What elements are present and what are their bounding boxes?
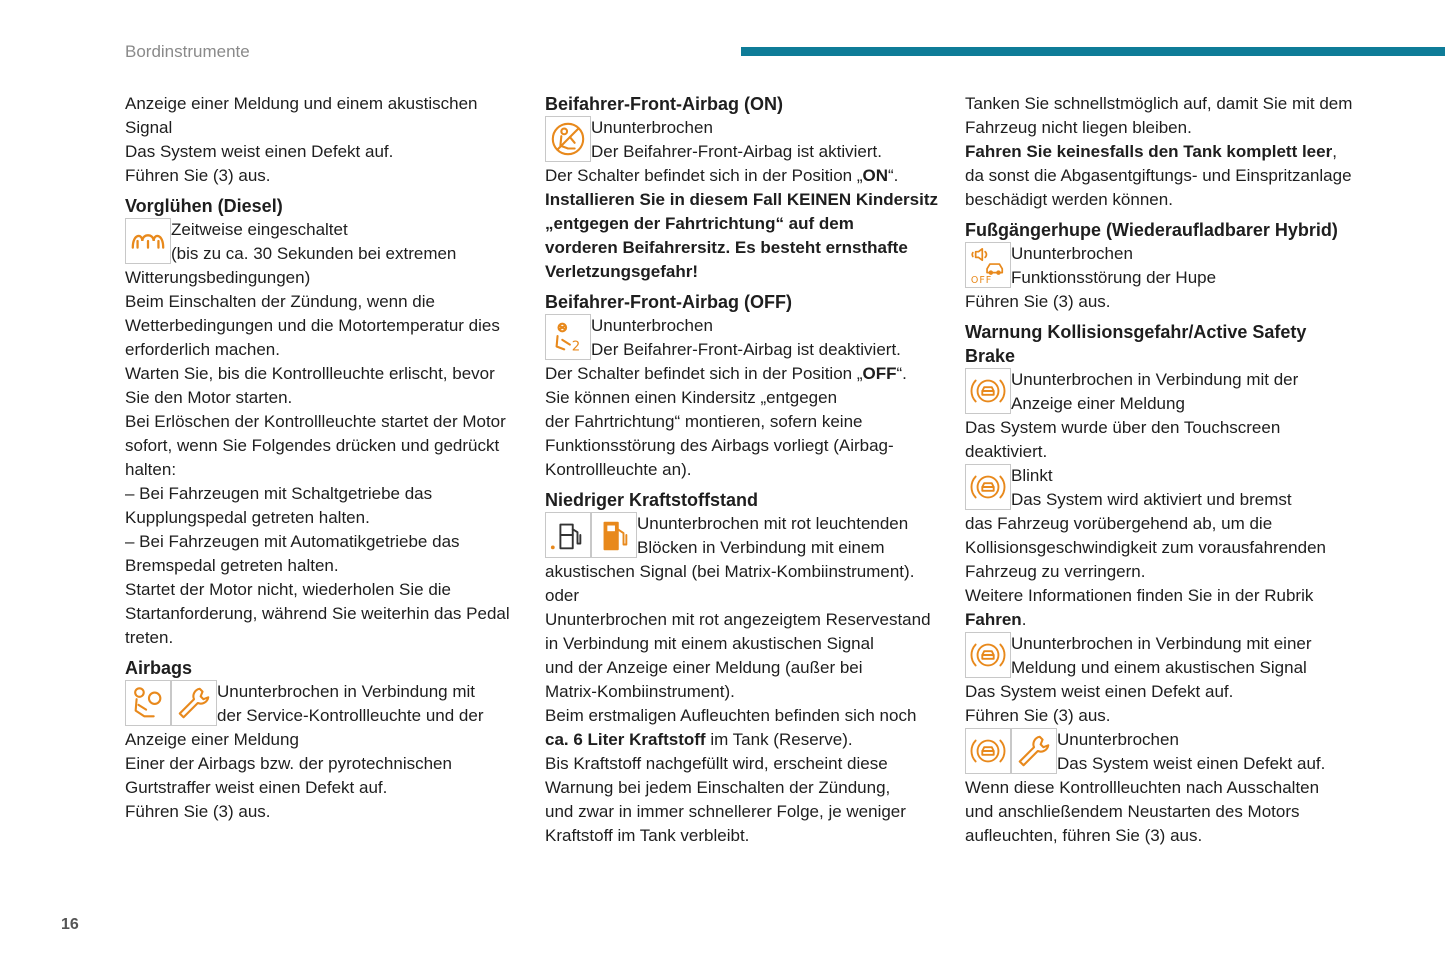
fuel-row — [545, 512, 937, 560]
text-line: in Verbindung mit einem akustischen Signal — [545, 634, 874, 653]
glow-plug-heading: Vorglühen (Diesel) — [125, 196, 283, 216]
text-line: Fahrzeug zu verringern. — [965, 562, 1146, 581]
text-line: Weitere Informationen finden Sie in der Rubrik — [965, 586, 1314, 605]
text-line: Zeitweise eingeschaltet — [171, 220, 348, 239]
warning-line: Verletzungsgefahr! — [545, 262, 699, 281]
text-line: und der Anzeige einer Meldung (außer bei — [545, 658, 863, 677]
text-line: akustischen Signal (bei Matrix-Kombiinstrument). — [545, 562, 915, 581]
text-line: Wetterbedingungen und die Motortemperatur dies — [125, 316, 500, 335]
text-line: Blöcken in Verbindung mit einem — [637, 538, 885, 557]
horn-row — [965, 242, 1355, 290]
text-line: Meldung und einem akustischen Signal — [1011, 658, 1307, 677]
text-line: Kontrollleuchte an). — [545, 460, 692, 479]
text-line: deaktiviert. — [965, 442, 1048, 461]
text-line: der Service-Kontrollleuchte und der — [217, 706, 484, 725]
section-reference: Fahren. — [965, 610, 1027, 629]
text-line: Fahrzeug nicht liegen bleiben. — [965, 118, 1192, 137]
text-line: Anzeige einer Meldung — [125, 730, 299, 749]
collision-row-2 — [965, 464, 1355, 512]
text-line: Startet der Motor nicht, wiederholen Sie die — [125, 580, 452, 599]
text-line: Witterungsbedingungen) — [125, 268, 311, 287]
switch-position-on: Der Schalter befindet sich in der Position „ON“. — [545, 166, 899, 185]
column-1 — [125, 92, 510, 824]
glow-plug-row — [125, 218, 510, 266]
text-line: sofort, wenn Sie Folgendes drücken und gedrückt — [125, 436, 500, 455]
text-line: Führen Sie (3) aus. — [965, 292, 1111, 311]
airbag-off-row — [545, 314, 937, 362]
text-line: da sonst die Abgasentgiftungs- und Einspritzanlage — [965, 166, 1352, 185]
airbag-off-icon — [545, 314, 591, 360]
text-line: treten. — [125, 628, 174, 647]
collision-warning-icon — [965, 632, 1011, 678]
airbag-icon — [125, 680, 171, 726]
text-line: Ununterbrochen in Verbindung mit einer — [1011, 634, 1312, 653]
text-line: Das System weist einen Defekt auf. — [125, 142, 394, 161]
text-line: Kraftstoff im Tank verbleibt. — [545, 826, 750, 845]
text-line: aufleuchten, führen Sie (3) aus. — [965, 826, 1203, 845]
text-line: Der Beifahrer-Front-Airbag ist aktiviert. — [591, 142, 882, 161]
collision-heading: Warnung Kollisionsgefahr/Active Safety — [965, 322, 1307, 342]
fuel-pump-outline-icon — [545, 512, 591, 558]
text-line: Matrix-Kombiinstrument). — [545, 682, 735, 701]
text-line: Ununterbrochen — [1057, 730, 1179, 749]
text-line: – Bei Fahrzeugen mit Automatikgetriebe das — [125, 532, 460, 551]
text-line: der Fahrtrichtung“ montieren, sofern keine — [545, 412, 863, 431]
text-line: Ununterbrochen mit rot angezeigtem Reservestand — [545, 610, 931, 629]
pedestrian-horn-icon — [965, 242, 1011, 288]
airbags-row — [125, 680, 510, 728]
text-line: Ununterbrochen — [1011, 244, 1133, 263]
text-line: Führen Sie (3) aus. — [965, 706, 1111, 725]
text-line: (bis zu ca. 30 Sekunden bei extremen — [171, 244, 457, 263]
text-line: Das System weist einen Defekt auf. — [965, 682, 1234, 701]
text-line: und anschließendem Neustarten des Motors — [965, 802, 1300, 821]
text-line: Sie den Motor starten. — [125, 388, 293, 407]
text-line: Warnung bei jedem Einschalten der Zündung, — [545, 778, 891, 797]
fuel-heading: Niedriger Kraftstoffstand — [545, 490, 759, 510]
collision-warning-icon — [965, 728, 1011, 774]
text-line: Ununterbrochen mit rot leuchtenden — [637, 514, 909, 533]
warning-line: Installieren Sie in diesem Fall KEINEN Kindersitz — [545, 190, 939, 209]
text-line: Warten Sie, bis die Kontrollleuchte erlischt, bevor — [125, 364, 495, 383]
text-line: – Bei Fahrzeugen mit Schaltgetriebe das — [125, 484, 433, 503]
fuel-pump-icon — [591, 512, 637, 558]
text-line: Funktionsstörung der Hupe — [1011, 268, 1217, 287]
text-line: Beim Einschalten der Zündung, wenn die — [125, 292, 435, 311]
warning-line: „entgegen der Fahrtrichtung“ auf dem — [545, 214, 854, 233]
airbag-on-row — [545, 116, 937, 164]
collision-warning-icon — [965, 368, 1011, 414]
switch-position-off: Der Schalter befindet sich in der Position „OFF“. — [545, 364, 907, 383]
text-line: Kollisionsgeschwindigkeit zum vorausfahrenden — [965, 538, 1326, 557]
wrench-icon — [1011, 728, 1057, 774]
collision-heading-cont: Brake — [965, 346, 1016, 366]
airbag-on-heading: Beifahrer-Front-Airbag (ON) — [545, 94, 783, 114]
text-line: Signal — [125, 118, 173, 137]
text-line: Das System wird aktiviert und bremst — [1011, 490, 1292, 509]
text-line: Ununterbrochen — [591, 316, 713, 335]
column-2 — [545, 92, 937, 848]
text-line: und zwar in immer schnellerer Folge, je weniger — [545, 802, 906, 821]
text-line: Ununterbrochen — [591, 118, 713, 137]
text-line: das Fahrzeug vorübergehend ab, um die — [965, 514, 1273, 533]
text-line: Der Beifahrer-Front-Airbag ist deaktiviert. — [591, 340, 901, 359]
text-line: Wenn diese Kontrollleuchten nach Ausschalten — [965, 778, 1320, 797]
text-line: Beim erstmaligen Aufleuchten befinden sich noch — [545, 706, 917, 725]
text-line: Gurtstraffer weist einen Defekt auf. — [125, 778, 388, 797]
collision-warning-icon — [965, 464, 1011, 510]
header-band — [741, 47, 1445, 56]
text-line: Tanken Sie schnellstmöglich auf, damit Sie mit dem — [965, 94, 1353, 113]
page-number: 16 — [61, 916, 79, 933]
text-line: Das System wurde über den Touchscreen — [965, 418, 1281, 437]
text-line: beschädigt werden können. — [965, 190, 1173, 209]
text-line: Führen Sie (3) aus. — [125, 166, 271, 185]
collision-row-4 — [965, 728, 1355, 776]
text-line: Startanforderung, während Sie weiterhin das Pedal — [125, 604, 510, 623]
svg-text:OFF: OFF — [970, 275, 993, 284]
text-line: Blinkt — [1011, 466, 1053, 485]
text-line: Funktionsstörung des Airbags vorliegt (Airbag- — [545, 436, 894, 455]
collision-row-1 — [965, 368, 1355, 416]
text-line: Einer der Airbags bzw. der pyrotechnischen — [125, 754, 452, 773]
glow-plug-icon — [125, 218, 171, 264]
airbag-off-heading: Beifahrer-Front-Airbag (OFF) — [545, 292, 792, 312]
fuel-reserve-line: ca. 6 Liter Kraftstoff im Tank (Reserve). — [545, 730, 853, 749]
text-line: Führen Sie (3) aus. — [125, 802, 271, 821]
tank-warning-line: Fahren Sie keinesfalls den Tank komplett leer, — [965, 142, 1337, 161]
text-line: Bis Kraftstoff nachgefüllt wird, erscheint diese — [545, 754, 888, 773]
text-line: Das System weist einen Defekt auf. — [1057, 754, 1326, 773]
airbag-on-icon — [545, 116, 591, 162]
text-line: Ununterbrochen in Verbindung mit — [217, 682, 475, 701]
text-line: Kupplungspedal getreten halten. — [125, 508, 370, 527]
column-3 — [965, 92, 1355, 848]
text-line: halten: — [125, 460, 177, 479]
text-line: Ununterbrochen in Verbindung mit der — [1011, 370, 1299, 389]
svg-text:2: 2 — [571, 339, 581, 355]
text-line: Anzeige einer Meldung — [1011, 394, 1185, 413]
text-line: Anzeige einer Meldung und einem akustischen — [125, 94, 478, 113]
wrench-icon — [171, 680, 217, 726]
pedestrian-horn-heading: Fußgängerhupe (Wiederaufladbarer Hybrid) — [965, 220, 1338, 240]
running-header: Bordinstrumente — [125, 42, 250, 61]
collision-row-3 — [965, 632, 1355, 680]
airbags-heading: Airbags — [125, 658, 193, 678]
text-line: Sie können einen Kindersitz „entgegen — [545, 388, 838, 407]
text-line: Bremspedal getreten halten. — [125, 556, 339, 575]
text-line: oder — [545, 586, 580, 605]
warning-line: vorderen Beifahrersitz. Es besteht ernsthafte — [545, 238, 908, 257]
text-line: erforderlich machen. — [125, 340, 280, 359]
text-line: Bei Erlöschen der Kontrollleuchte startet der Motor — [125, 412, 506, 431]
